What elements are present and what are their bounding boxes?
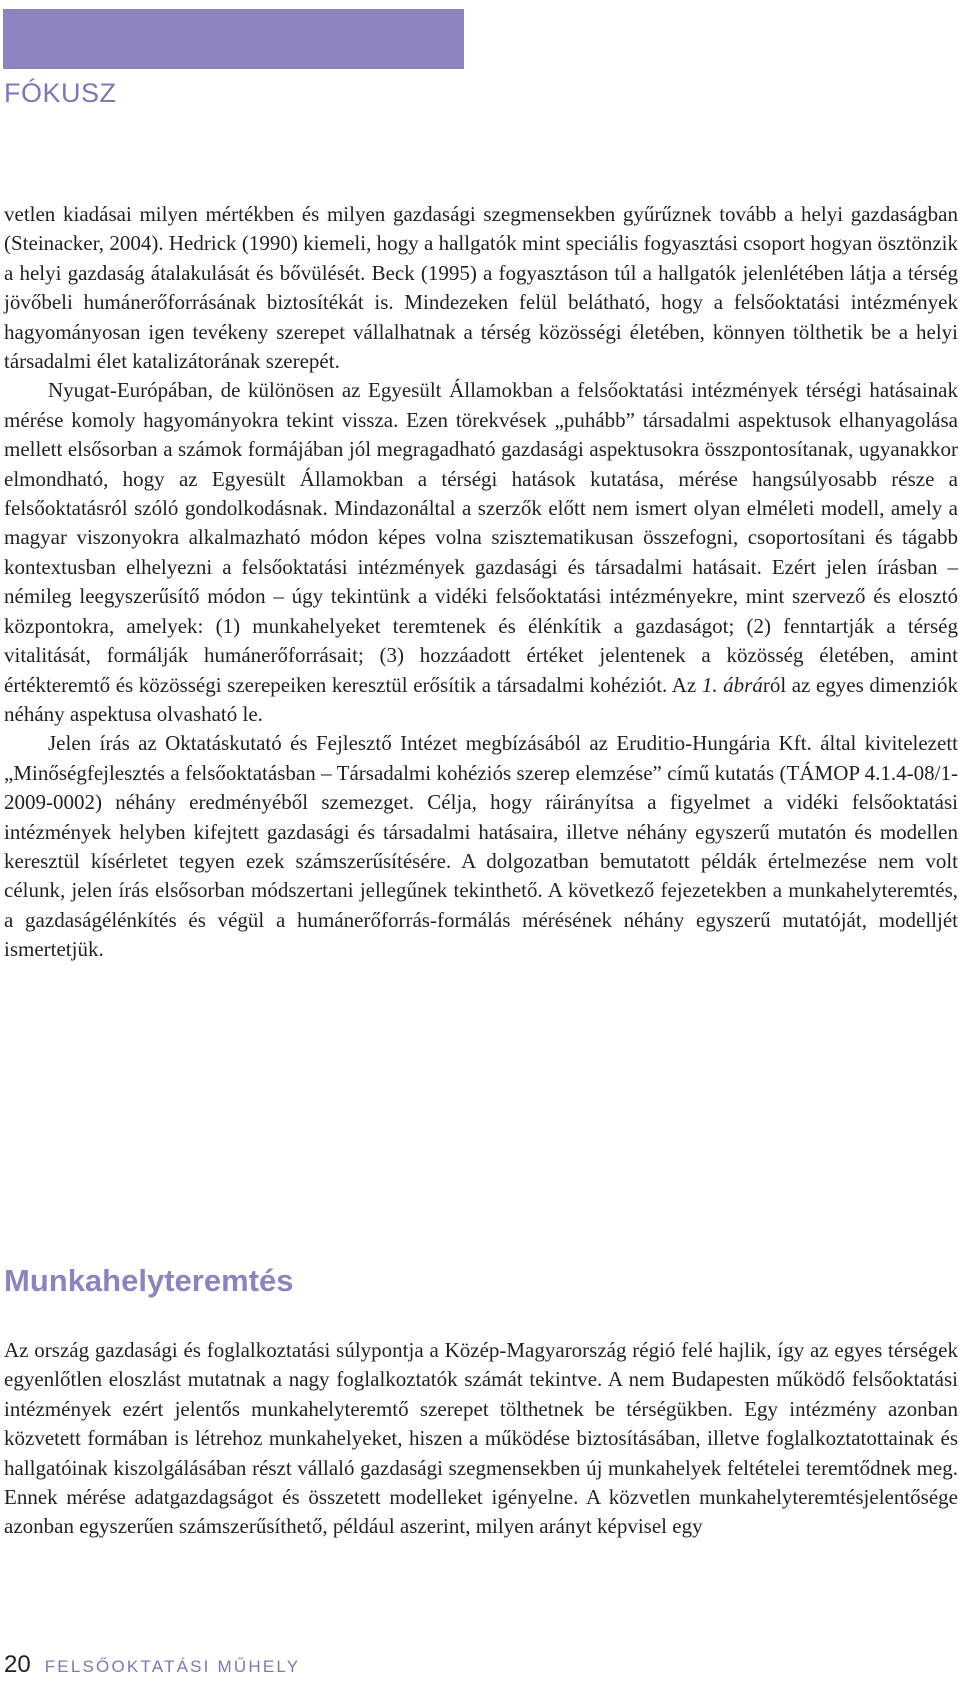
paragraph-continued: vetlen kiadásai milyen mértékben és milyen gazdasági szegmensekben gyűrűznek tovább a helyi gazdaságban (Steinacker, 2004). Hedrick (1990) kiemeli, hogy a hallgatók mint speciális fogyasztási csoport hogyan ösztönzik a helyi gazdaság átalakulását és bővülését. Beck (1995) a fogyasztáson túl a hallgatók jelenlétében látja a térség jövőbeli humánerőforrásának biztosítékát is. Mindezeken felül belátható, hogy a felsőoktatási intézmények hagyományosan igen tevékeny szerepet vállalhatnak a térség közösségi életében, könnyen tölthetik be a helyi társadalmi élet katalizátorának szerepét. <box>4 202 958 374</box>
figure-reference: 1. ábrá <box>701 672 763 697</box>
paragraph-text: Nyugat-Európában, de különösen az Egyesült Államokban a felsőoktatási intézmények térségi hatásainak mérése komoly hagyományokra tekint vissza. Ezen törekvések „puhább” társadalmi aspektusok elhanyagolása mellett elsősorban a számok formájában jól megragadható gazdasági aspektusokra összpontosítanak, ugyanakkor elmondható, hogy az Egyesült Államokban a térségi hatások kutatása, mérése hangsúlyosabb része a felsőoktatásról szóló gondolkodásnak. Mindazonáltal a szerzők előtt nem ismert olyan elméleti modell, amely a magyar viszonyokra alkalmazható módon képes volna szisztematikusan összefogni, csoportosítani és tágabb kontextusban elhelyezni a felsőoktatási intézmények gazdasági és társadalmi hatásait. Ezért jelen írásban – némileg leegyszerűsítő módon – úgy tekintünk a vidéki felsőoktatási intézményekre, mint szervező és elosztó központokra, amelyek: (1) munkahelyeket teremtenek és élénkítik a gazdaságot; (2) fenntartják a térség vitalitását, formálják humánerőforrásait; (3) hozzáadott értéket jelentenek a közösség életében, amint értékteremtő és közösségi szerepeiken keresztül erősítik a társadalmi kohéziót. Az <box>4 378 958 697</box>
paragraph <box>4 376 958 729</box>
section-label: FÓKUSZ <box>4 78 117 108</box>
journal-title: FELSŐOKTATÁSI MŰHELY <box>44 1657 301 1676</box>
section-heading: Munkahelyteremtés <box>4 1263 294 1298</box>
section-body <box>4 1336 958 1542</box>
article-body <box>4 200 958 965</box>
paragraph: Jelen írás az Oktatáskutató és Fejlesztő Intézet megbízásából az Eruditio-Hungária Kft. által kivitelezett „Minőségfejlesztés a felsőoktatásban – Társadalmi kohéziós szerep elemzése” című kutatás (TÁMOP 4.1.4-08/1-2009-0002) néhány eredményéből szemezget. Célja, hogy ráirányítsa a figyelmet a vidéki felsőoktatási intézmények helyben kifejtett gazdasági és társadalmi hatásaira, illetve néhány egyszerű mutatón és modellen keresztül kísérletet tegyen ezek számszerűsítésére. A dolgozatban bemutatott példák értelmezése nem volt célunk, jelen írás elsősorban módszertani jellegűnek tekinthető. A következő fejezetekben a munkahelyteremtés, a gazdaságélénkítés és végül a humánerőforrás-formálás mérésének néhány egyszerű mutatóját, modelljét ismertetjük. <box>4 731 958 962</box>
paragraph: Az ország gazdasági és foglalkoztatási súlypontja a Közép-Magyarország régió felé hajlik, így az egyes térségek egyenlőtlen eloszlást mutatnak a nagy foglalkoztatók számát tekintve. A nem Budapesten működő felsőoktatási intézmények ezért jelentős munkahelyteremtő szerepet tölthetnek be térségükben. Egy intézmény azonban közvetett formában is létrehoz munkahelyeket, hiszen a működése biztosításában, illetve foglalkoztatottainak és hallgatóinak kiszolgálásában részt vállaló gazdasági szegmensekben új munkahelyek feltételei teremtődnek meg. Ennek mérése adatgazdagságot és összetett modelleket igényelne. A közvetlen munkahelyteremtésjelentősége azonban egyszerűen számszerűsíthető, például aszerint, milyen arányt képvisel egy <box>4 1338 958 1539</box>
paragraph-text-tail: ról az egyes dimenziók néhány aspektusa olvasható le. <box>4 672 958 726</box>
header-color-bar <box>3 9 464 69</box>
page-number: 20 <box>4 1651 31 1678</box>
page-footer <box>4 1651 300 1679</box>
